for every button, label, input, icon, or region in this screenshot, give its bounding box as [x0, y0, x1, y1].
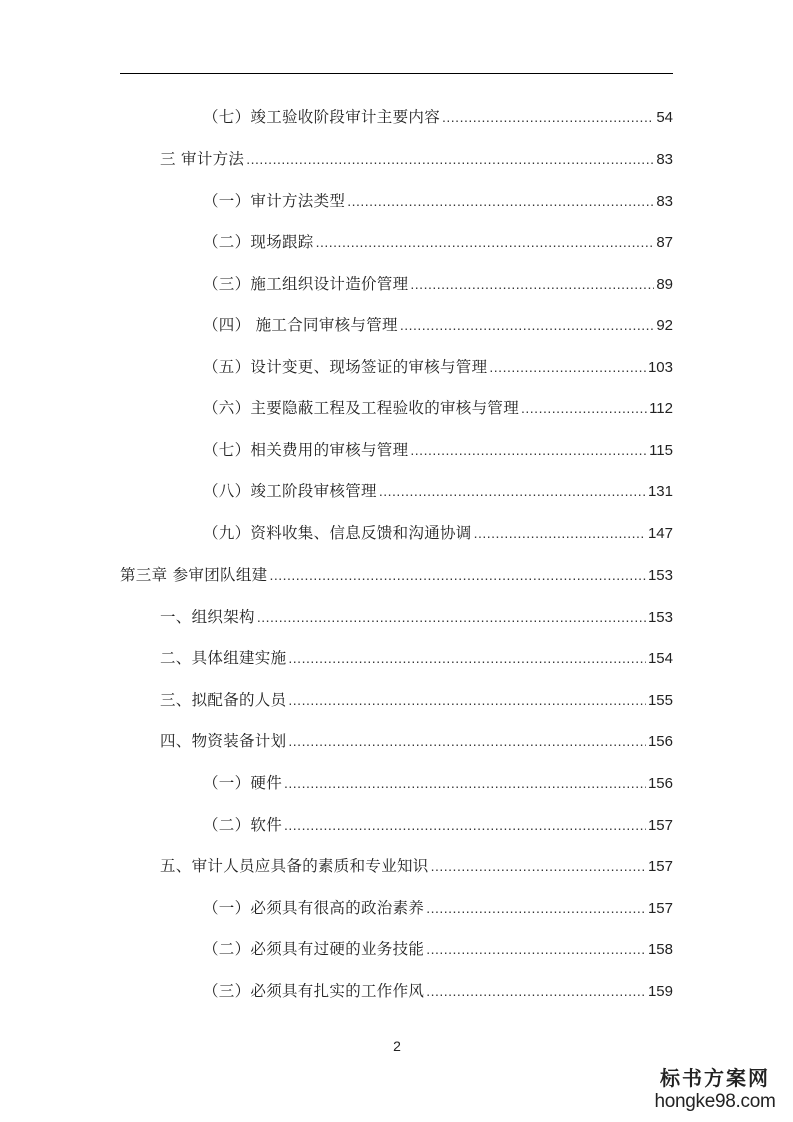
toc-entry-page: 159	[647, 983, 673, 1000]
toc-entry-page: 147	[647, 525, 673, 542]
toc-entry-page: 83	[656, 151, 673, 168]
toc-dot-leader	[474, 522, 646, 544]
toc-entry[interactable]	[203, 314, 673, 336]
toc-entry[interactable]	[203, 273, 673, 295]
toc-entry-title: 五、审计人员应具备的素质和专业知识	[160, 857, 429, 875]
toc-entry-page: 155	[647, 692, 673, 709]
toc-entry[interactable]	[203, 356, 673, 378]
toc-entry-title: 一、组织架构	[160, 608, 255, 626]
toc-entry-page: 157	[647, 858, 673, 875]
toc-entry-page: 92	[656, 317, 673, 334]
toc-dot-leader	[288, 689, 646, 711]
toc-entry-page: 153	[647, 567, 673, 584]
toc-entry[interactable]	[160, 606, 673, 628]
toc-entry[interactable]	[203, 772, 673, 794]
toc-dot-leader	[257, 606, 646, 628]
toc-entry-page: 153	[647, 609, 673, 626]
toc-entry[interactable]	[203, 522, 673, 544]
watermark-url: hongke98.com	[654, 1091, 776, 1112]
toc-dot-leader	[379, 480, 646, 502]
toc-dot-leader	[347, 190, 654, 212]
toc-dot-leader	[426, 980, 646, 1002]
toc-entry[interactable]	[203, 897, 673, 919]
toc-entry[interactable]	[160, 148, 673, 170]
toc-entry-page: 54	[656, 109, 673, 126]
toc-dot-leader	[284, 772, 646, 794]
toc-entry-title: （七）竣工验收阶段审计主要内容	[203, 108, 441, 126]
toc-dot-leader	[400, 314, 654, 336]
toc-entry-page: 156	[647, 775, 673, 792]
site-watermark	[640, 1066, 790, 1114]
toc-entry-title: 三 审计方法	[160, 150, 245, 168]
toc-entry-title: （七）相关费用的审核与管理	[203, 441, 409, 459]
toc-entry-page: 89	[656, 276, 673, 293]
toc-dot-leader	[489, 356, 646, 378]
toc-entry-page: 158	[647, 941, 673, 958]
toc-entry-page: 154	[647, 650, 673, 667]
toc-entry-title: （二）软件	[203, 816, 283, 834]
toc-dot-leader	[316, 231, 655, 253]
toc-entry-page: 156	[647, 733, 673, 750]
toc-dot-leader	[410, 439, 647, 461]
toc-entry-title: （六）主要隐蔽工程及工程验收的审核与管理	[203, 399, 520, 417]
toc-entry-page: 87	[656, 234, 673, 251]
page-number: 2	[393, 1038, 401, 1054]
toc-entry-title: （一）审计方法类型	[203, 192, 346, 210]
toc-entry-title: （九）资料收集、信息反馈和沟通协调	[203, 524, 472, 542]
toc-dot-leader	[426, 897, 646, 919]
toc-entry-title: （一）硬件	[203, 774, 283, 792]
toc-entry-page: 103	[647, 359, 673, 376]
toc-entry[interactable]	[160, 730, 673, 752]
toc-entry[interactable]	[203, 231, 673, 253]
toc-dot-leader	[521, 397, 647, 419]
toc-entry-title: （二）必须具有过硬的业务技能	[203, 940, 425, 958]
toc-entry-title: 三、拟配备的人员	[160, 691, 287, 709]
toc-entry-page: 83	[656, 193, 673, 210]
toc-entry-page: 131	[647, 483, 673, 500]
toc-entry-title: 二、具体组建实施	[160, 649, 287, 667]
toc-entry-title: （五）设计变更、现场签证的审核与管理	[203, 358, 488, 376]
toc-entry[interactable]	[120, 564, 673, 586]
toc-entry-title: （八）竣工阶段审核管理	[203, 482, 377, 500]
watermark-name: 标书方案网	[660, 1066, 770, 1090]
toc-entry[interactable]	[203, 980, 673, 1002]
toc-entry-title: （一）必须具有很高的政治素养	[203, 899, 425, 917]
toc-entry[interactable]	[203, 190, 673, 212]
header-rule	[120, 73, 673, 74]
toc-dot-leader	[431, 855, 646, 877]
toc-entry[interactable]	[203, 814, 673, 836]
toc-entry-page: 157	[647, 900, 673, 917]
toc-entry-title: 四、物资装备计划	[160, 732, 287, 750]
toc-dot-leader	[410, 273, 654, 295]
toc-dot-leader	[284, 814, 646, 836]
toc-dot-leader	[288, 647, 646, 669]
toc-entry[interactable]	[203, 480, 673, 502]
toc-entry[interactable]	[203, 938, 673, 960]
toc-entry-title: （二）现场跟踪	[203, 233, 314, 251]
toc-entry[interactable]	[203, 106, 673, 128]
toc-dot-leader	[269, 564, 646, 586]
toc-entry[interactable]	[160, 855, 673, 877]
toc-dot-leader	[288, 730, 646, 752]
toc-dot-leader	[442, 106, 654, 128]
toc-entry-page: 112	[649, 400, 673, 417]
toc-dot-leader	[426, 938, 646, 960]
toc-entry-title: （四） 施工合同审核与管理	[203, 316, 398, 334]
toc-entry-title: 第三章 参审团队组建	[120, 566, 268, 584]
toc-entry[interactable]	[203, 397, 673, 419]
toc-dot-leader	[246, 148, 654, 170]
toc-entry-title: （三）必须具有扎实的工作作风	[203, 982, 425, 1000]
toc-entry-title: （三）施工组织设计造价管理	[203, 275, 409, 293]
toc-entry-page: 115	[649, 442, 673, 459]
toc-entry-page: 157	[647, 817, 673, 834]
toc-entry[interactable]	[160, 647, 673, 669]
toc-entry[interactable]	[160, 689, 673, 711]
toc-entry[interactable]	[203, 439, 673, 461]
